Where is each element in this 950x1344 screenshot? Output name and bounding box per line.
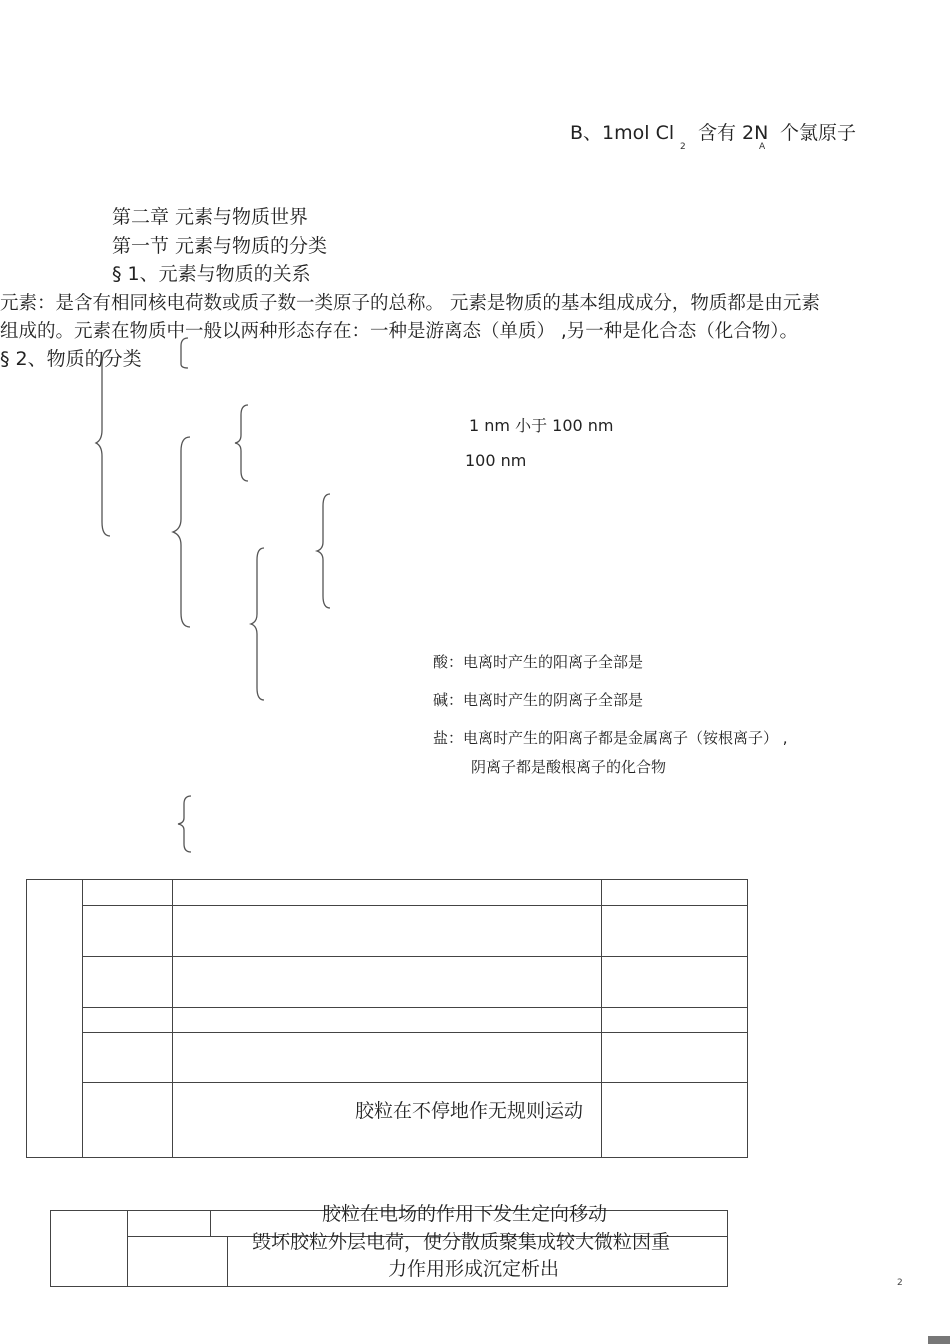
header-option-b (570, 118, 674, 145)
table2-col-line-2 (210, 1210, 211, 1236)
brownian-motion-cell: 胶粒在不停地作无规则运动 (355, 1100, 584, 1122)
brace-compound-sub (314, 494, 334, 608)
brace-solution-colloid (232, 405, 252, 481)
coagulation-cell-line-1: 毁坏胶粒外层电荷，使分散质聚集成较大微粒因重 (252, 1231, 671, 1253)
brace-small-top (178, 338, 190, 368)
table2-col-line-3 (227, 1236, 228, 1287)
table1-row-line-4 (82, 1032, 748, 1033)
electrophoresis-cell: 胶粒在电场的作用下发生定向移动 (322, 1203, 608, 1225)
element-definition-line-2: 组成的。元素在物质中一般以两种形态存在：一种是游离态（单质） ,另一种是化合态（化合物）。 (0, 321, 799, 342)
brace-mixture (170, 437, 194, 627)
coagulation-cell-line-2: 力作用形成沉定析出 (388, 1258, 560, 1280)
element-definition-line-1: 元素：是含有相同核电荷数或质子数一类原子的总称。 元素是物质的基本组成成分，物质都是由元素 (0, 293, 820, 314)
table2-col-line-1 (127, 1210, 128, 1287)
brace-compound (248, 548, 268, 700)
table1-row-line-5 (82, 1082, 748, 1083)
table1-row-line-3 (82, 1007, 748, 1008)
acid-definition: 酸：电离时产生的阳离子全部是 (433, 653, 644, 671)
size-range-suspension: 100 nm (465, 451, 527, 470)
subscript-a: A (759, 142, 766, 152)
size-range-colloid: 1 nm 小于 100 nm (469, 416, 614, 435)
table1-row-line-1 (82, 905, 748, 906)
chapter-title: 第二章 元素与物质世界 (112, 206, 309, 228)
brace-bottom (175, 796, 195, 852)
table1-col-line-3 (601, 879, 602, 1158)
subscript-2: 2 (680, 142, 686, 152)
header-prefix: B、1mol Cl (570, 122, 675, 144)
table1-col-line-2 (172, 879, 173, 1158)
header-suffix: 个氯原子 (780, 122, 857, 144)
base-definition: 碱：电离时产生的阴离子全部是 (433, 691, 644, 709)
brace-matter (94, 350, 114, 536)
header-middle: 含有 2N (698, 122, 769, 144)
table1-row-line-2 (82, 956, 748, 957)
salt-definition-line-1: 盐：电离时产生的阳离子都是金属离子（铵根离子） , (433, 729, 788, 747)
table1-col-line-1 (82, 879, 83, 1158)
subsection-title-2: § 2、物质的分类 (0, 348, 142, 370)
page-number: 2 (897, 1278, 903, 1288)
subsection-title-1: § 1、元素与物质的关系 (112, 263, 311, 285)
section-title: 第一节 元素与物质的分类 (112, 235, 328, 257)
salt-definition-line-2: 阴离子都是酸根离子的化合物 (471, 758, 667, 776)
corner-mark (928, 1336, 950, 1344)
